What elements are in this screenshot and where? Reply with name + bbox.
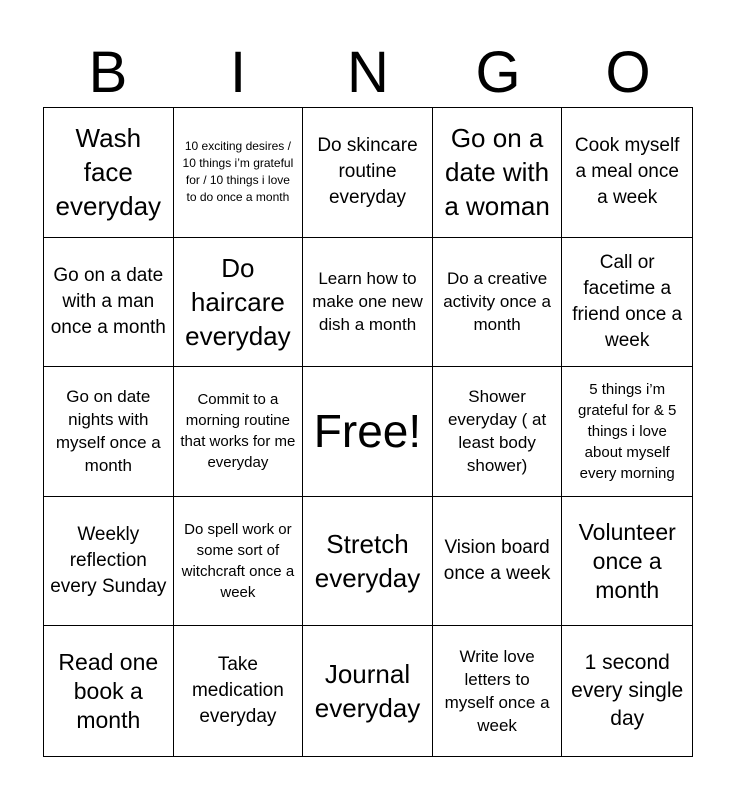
cell-text: 10 exciting desires / 10 things i’m grateful for / 10 things i love to do once a month	[182, 139, 294, 205]
cell-text: Journal everyday	[314, 659, 421, 724]
cell-text: Go on a date with a woman	[444, 123, 550, 222]
bingo-cell[interactable]	[174, 238, 304, 368]
header-letter-n: N	[347, 40, 389, 105]
bingo-cell[interactable]	[44, 108, 174, 238]
bingo-cell[interactable]	[433, 497, 563, 627]
cell-text: Weekly reflection every Sunday	[50, 524, 167, 598]
bingo-cell[interactable]	[44, 626, 174, 756]
bingo-cell[interactable]	[303, 238, 433, 368]
cell-text: Go on date nights with myself once a month	[55, 387, 161, 476]
cell-text: Stretch everyday	[314, 529, 421, 594]
cell-text: Learn how to make one new dish a month	[312, 269, 423, 335]
free-space-text: Free!	[313, 405, 422, 458]
bingo-cell[interactable]	[433, 626, 563, 756]
bingo-cell[interactable]	[174, 108, 304, 238]
cell-text: 1 second every single day	[571, 651, 684, 731]
header-letter-g: G	[475, 40, 521, 105]
cell-text: Read one book a month	[58, 648, 159, 733]
bingo-board	[43, 107, 693, 757]
bingo-cell[interactable]	[174, 626, 304, 756]
bingo-header	[43, 38, 693, 108]
cell-text: Shower everyday ( at least body shower)	[447, 387, 547, 476]
cell-text: Wash face everyday	[55, 123, 162, 222]
cell-text: Vision board once a week	[443, 537, 551, 585]
bingo-cell[interactable]	[44, 238, 174, 368]
cell-text: Commit to a morning routine that works for me everyday	[180, 391, 296, 472]
cell-text: 5 things i’m grateful for & 5 things i love about myself every morning	[578, 380, 677, 482]
cell-text: Do skincare routine everyday	[317, 135, 418, 209]
cell-text: Write love letters to myself once a week	[444, 647, 550, 736]
cell-text: Do haircare everyday	[185, 252, 291, 351]
bingo-cell[interactable]	[44, 497, 174, 627]
bingo-cell[interactable]	[562, 238, 692, 368]
bingo-cell[interactable]	[303, 108, 433, 238]
bingo-cell[interactable]	[562, 108, 692, 238]
bingo-cell[interactable]	[562, 367, 692, 497]
bingo-cell[interactable]	[562, 626, 692, 756]
bingo-cell[interactable]	[174, 497, 304, 627]
header-letter-i: I	[229, 40, 247, 105]
cell-text: Do spell work or some sort of witchcraft once a week	[181, 521, 295, 602]
bingo-cell[interactable]	[433, 367, 563, 497]
header-letter-b: B	[88, 40, 128, 105]
cell-text: Call or facetime a friend once a week	[572, 251, 683, 351]
cell-text: Cook myself a meal once a week	[574, 135, 680, 209]
bingo-cell[interactable]	[303, 626, 433, 756]
bingo-cell-free[interactable]	[303, 367, 433, 497]
cell-text: Volunteer once a month	[578, 518, 676, 603]
header-letter-o: O	[605, 40, 651, 105]
bingo-cell[interactable]	[303, 497, 433, 627]
cell-text: Take medication everyday	[191, 654, 284, 728]
bingo-cell[interactable]	[44, 367, 174, 497]
bingo-cell[interactable]	[174, 367, 304, 497]
bingo-cell[interactable]	[433, 238, 563, 368]
cell-text: Go on a date with a man once a month	[50, 264, 166, 338]
bingo-cell[interactable]	[562, 497, 692, 627]
bingo-cell[interactable]	[433, 108, 563, 238]
cell-text: Do a creative activity once a month	[443, 269, 551, 335]
